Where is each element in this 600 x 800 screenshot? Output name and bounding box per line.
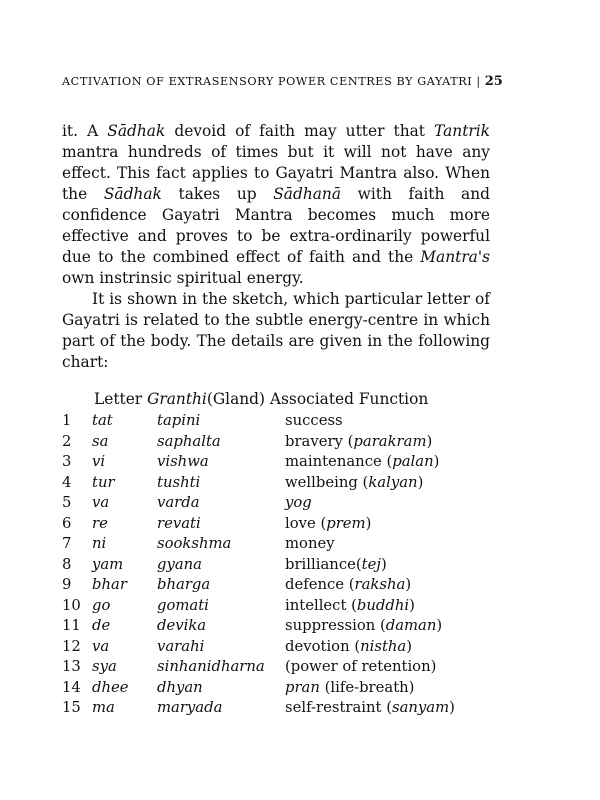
row-gland: varda bbox=[157, 494, 200, 511]
row-function: brilliance(tej) bbox=[285, 555, 387, 573]
row-letter: de bbox=[92, 617, 111, 634]
table-row bbox=[62, 494, 492, 515]
row-gland: revati bbox=[157, 514, 201, 532]
row-letter: va bbox=[92, 637, 110, 655]
row-letter: sya bbox=[92, 658, 117, 675]
row-letter: go bbox=[92, 596, 111, 614]
p1-term-sadhak: Sādhak bbox=[107, 122, 166, 140]
chart-header bbox=[94, 390, 428, 408]
row-number: 13 bbox=[62, 658, 81, 675]
table-row bbox=[62, 515, 492, 536]
table-row bbox=[62, 617, 492, 638]
row-function: devotion (nistha) bbox=[285, 637, 413, 655]
row-gland: devika bbox=[157, 617, 207, 634]
p1-text-5: with faith and confidence Gayatri Mantra becomes much more effective and proves to be extra-ordinarily powerful due to the combined effect of faith and the bbox=[62, 185, 490, 266]
row-gland: dhyan bbox=[157, 678, 203, 696]
body-text bbox=[62, 121, 490, 373]
table-row bbox=[62, 658, 492, 679]
running-title: ACTIVATION OF EXTRASENSORY POWER CENTRES BY GAYATRI bbox=[62, 75, 473, 88]
row-letter: bhar bbox=[92, 576, 127, 593]
row-number: 7 bbox=[62, 535, 72, 552]
row-gland: tapini bbox=[157, 412, 201, 429]
row-gland: gomati bbox=[157, 596, 209, 614]
row-function: yog bbox=[285, 494, 312, 511]
row-number: 5 bbox=[62, 494, 72, 511]
p1-term-sadhak-2: Sādhak bbox=[103, 185, 162, 203]
p1-term-tantrik: Tantrik bbox=[434, 122, 490, 140]
row-gland: bharga bbox=[157, 576, 211, 593]
page-number: 25 bbox=[484, 74, 503, 89]
row-number: 14 bbox=[62, 678, 81, 696]
running-header bbox=[62, 74, 503, 89]
row-gland: sookshma bbox=[157, 535, 232, 552]
table-row bbox=[62, 556, 492, 577]
row-letter: dhee bbox=[92, 678, 129, 696]
row-letter: ni bbox=[92, 535, 107, 552]
row-function: (power of retention) bbox=[285, 658, 437, 675]
table-row bbox=[62, 576, 492, 597]
table-row bbox=[62, 597, 492, 618]
p1-text-3: mantra hundreds of times but it will not have any effect. This fact applies to Gayatri Mantra also. When the bbox=[62, 143, 490, 203]
paragraph-2: It is shown in the sketch, which particular letter of Gayatri is related to the subtle energy-centre in which part of the body. The details are given in the following chart: bbox=[62, 290, 490, 371]
row-letter: yam bbox=[92, 555, 124, 573]
p1-text-6: own instrinsic spiritual energy. bbox=[62, 269, 304, 287]
row-letter: re bbox=[92, 514, 108, 532]
row-gland: sinhanidharna bbox=[157, 658, 265, 675]
row-function: money bbox=[285, 535, 335, 552]
row-number: 4 bbox=[62, 473, 72, 491]
row-gland: varahi bbox=[157, 637, 205, 655]
row-gland: maryada bbox=[157, 699, 223, 716]
row-function: pran (life-breath) bbox=[285, 678, 415, 696]
row-number: 11 bbox=[62, 617, 81, 634]
table-row bbox=[62, 679, 492, 700]
table-row bbox=[62, 433, 492, 454]
p1-text-4: takes up bbox=[161, 185, 274, 203]
row-letter: tur bbox=[92, 473, 115, 491]
col-header-granthi: Granthi bbox=[147, 390, 207, 408]
row-letter: va bbox=[92, 494, 110, 511]
row-gland: gyana bbox=[157, 555, 203, 573]
col-header-gland: (Gland) bbox=[206, 390, 266, 408]
row-function: success bbox=[285, 412, 343, 429]
row-number: 12 bbox=[62, 637, 81, 655]
row-gland: saphalta bbox=[157, 432, 221, 450]
paragraph-1 bbox=[62, 121, 490, 289]
row-function: love (prem) bbox=[285, 514, 372, 532]
p1-text-2: devoid of faith may utter that bbox=[165, 122, 435, 140]
table-row bbox=[62, 535, 492, 556]
row-gland: vishwa bbox=[157, 453, 209, 470]
row-number: 2 bbox=[62, 432, 72, 450]
table-row bbox=[62, 412, 492, 433]
table-row bbox=[62, 453, 492, 474]
chart-rows bbox=[62, 412, 492, 720]
row-function: wellbeing (kalyan) bbox=[285, 473, 424, 491]
row-number: 6 bbox=[62, 514, 72, 532]
row-function: maintenance (palan) bbox=[285, 453, 440, 470]
row-function: defence (raksha) bbox=[285, 576, 412, 593]
col-header-letter: Letter bbox=[94, 390, 143, 408]
row-number: 3 bbox=[62, 453, 72, 470]
table-row bbox=[62, 699, 492, 720]
table-row bbox=[62, 638, 492, 659]
table-row bbox=[62, 474, 492, 495]
row-number: 9 bbox=[62, 576, 72, 593]
row-function: bravery (parakram) bbox=[285, 432, 433, 450]
row-number: 10 bbox=[62, 596, 81, 614]
row-letter: tat bbox=[92, 412, 113, 429]
row-gland: tushti bbox=[157, 473, 201, 491]
row-letter: vi bbox=[92, 453, 106, 470]
row-number: 8 bbox=[62, 555, 72, 573]
row-number: 15 bbox=[62, 699, 81, 716]
row-letter: sa bbox=[92, 432, 109, 450]
col-header-function: Associated Function bbox=[269, 390, 429, 408]
row-function: self-restraint (sanyam) bbox=[285, 699, 455, 716]
row-number: 1 bbox=[62, 412, 72, 429]
p1-term-sadhana: Sādhanā bbox=[273, 185, 342, 203]
p1-term-mantras: Mantra's bbox=[420, 248, 490, 266]
header-separator: | bbox=[476, 75, 481, 88]
p1-text-1: it. A bbox=[62, 122, 108, 140]
row-letter: ma bbox=[92, 699, 115, 716]
row-function: suppression (daman) bbox=[285, 617, 443, 634]
row-function: intellect (buddhi) bbox=[285, 596, 415, 614]
